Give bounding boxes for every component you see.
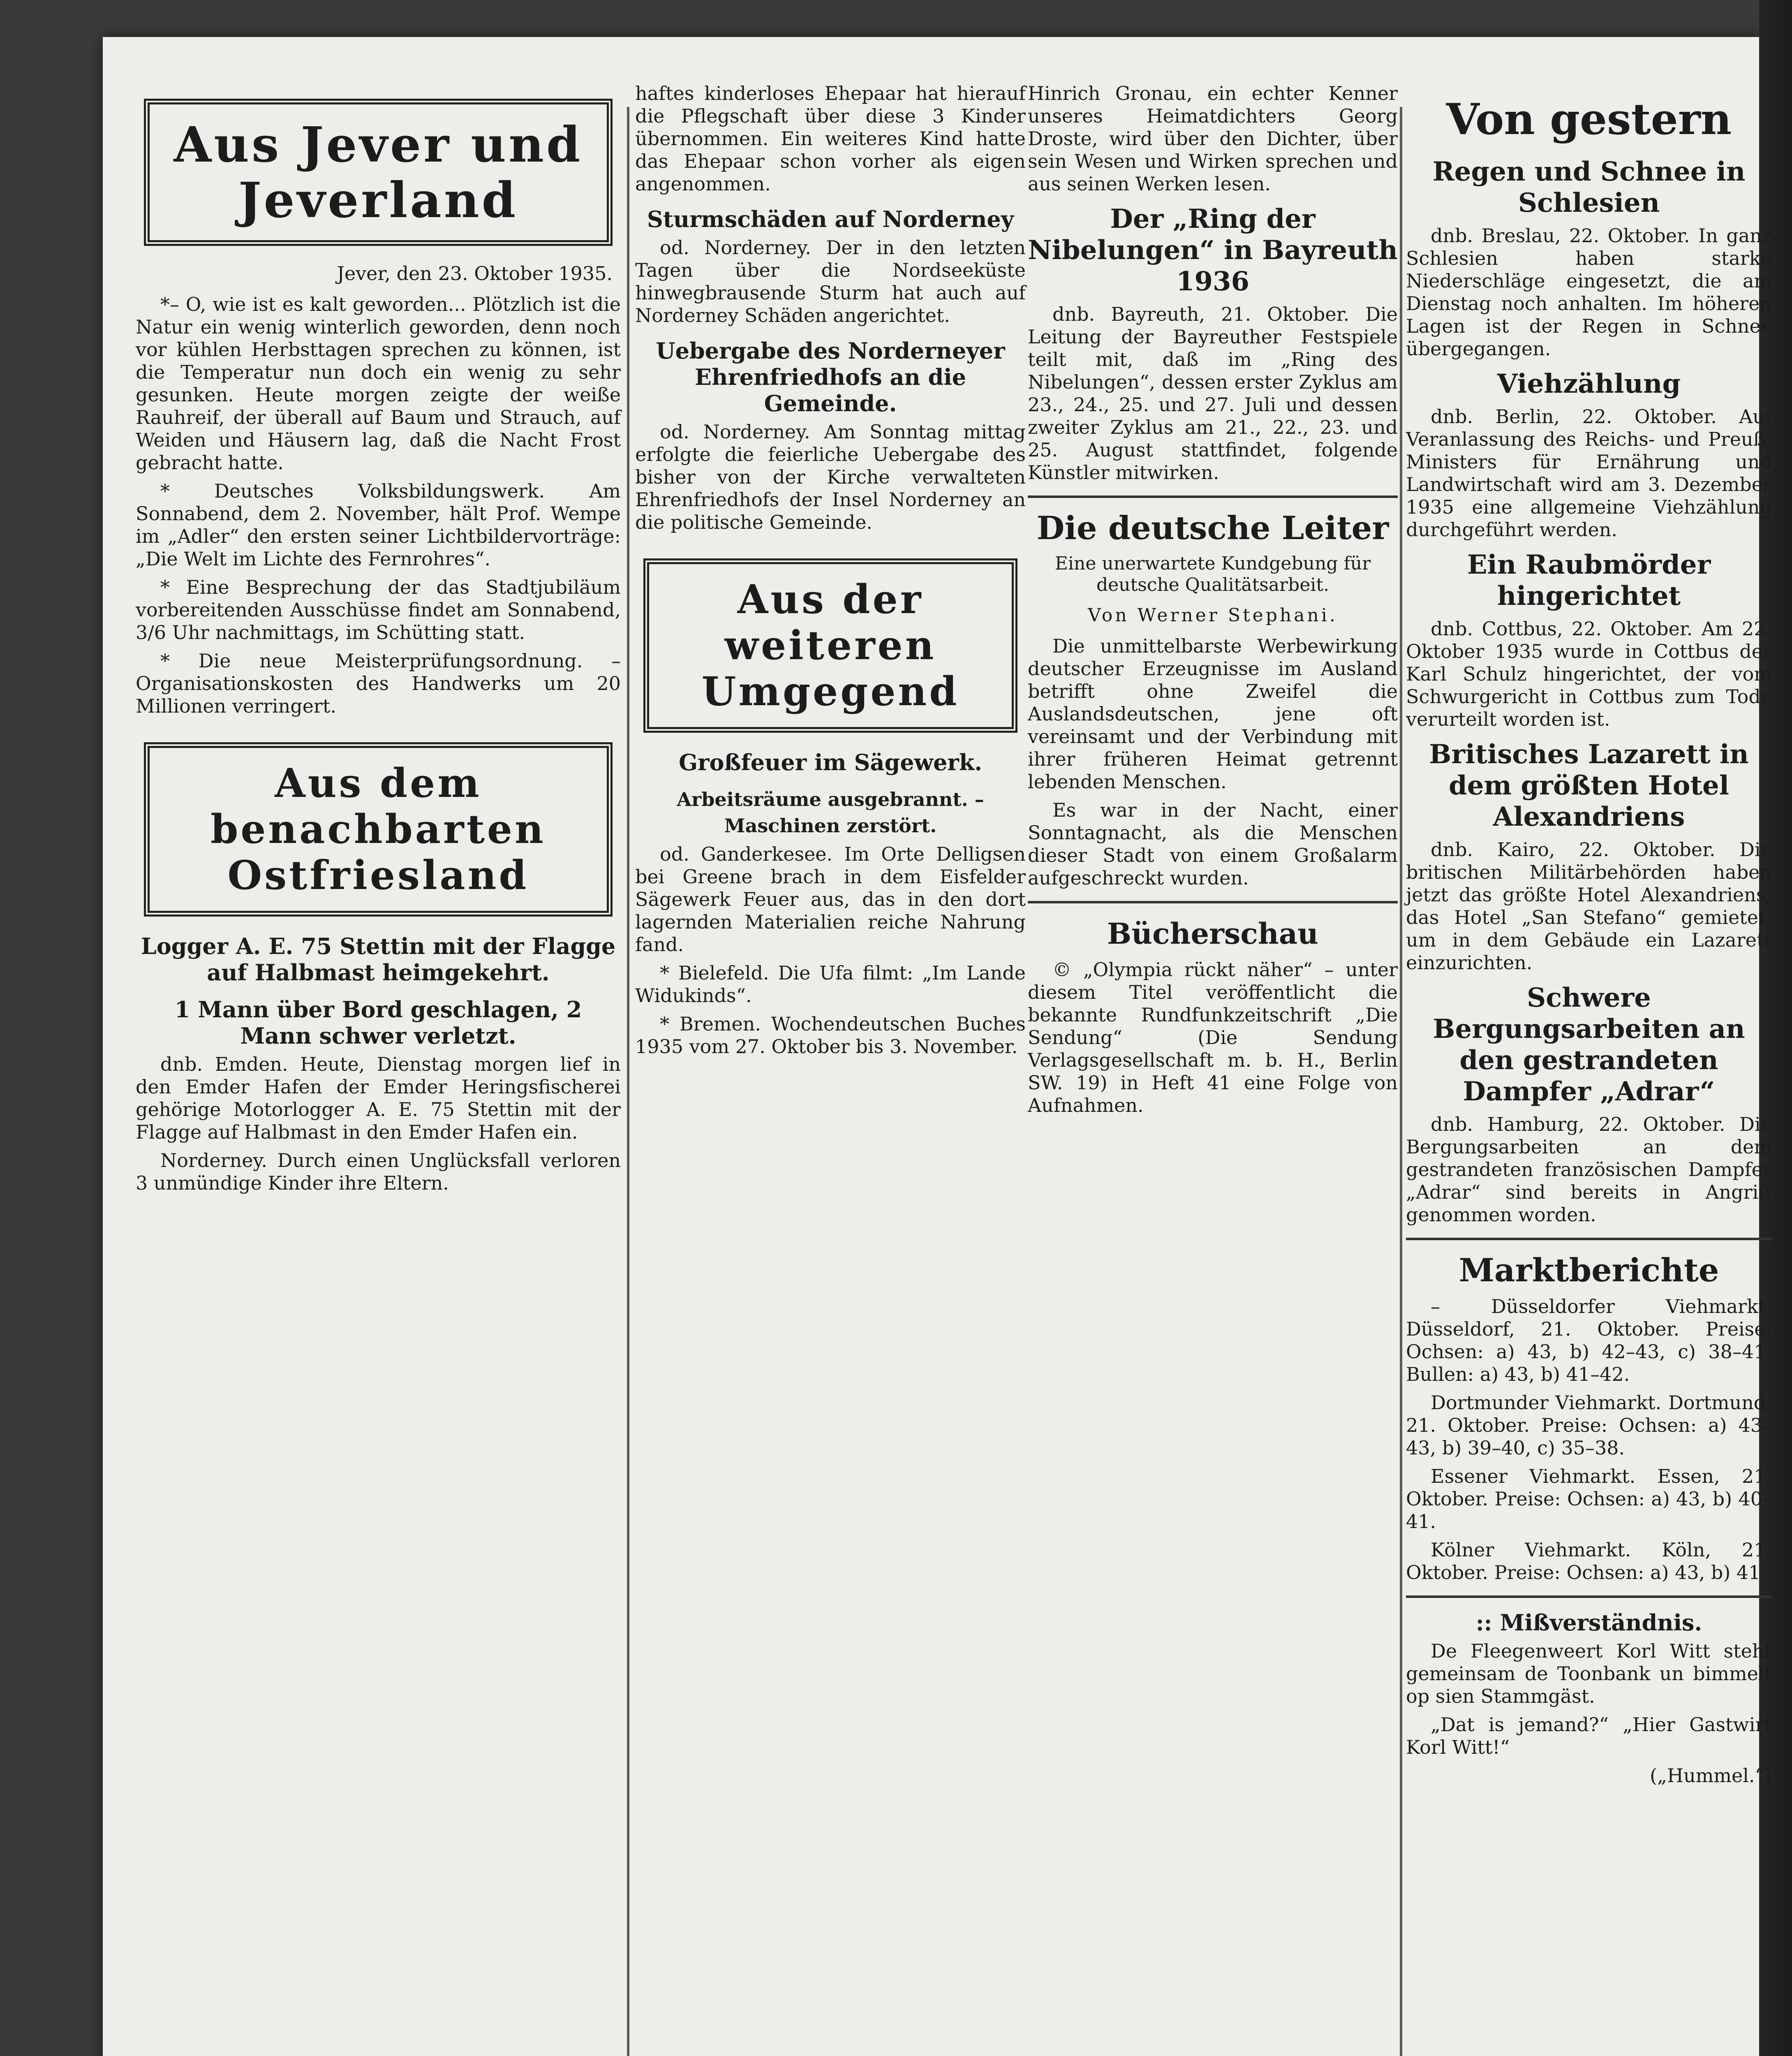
article-paragraph: © „Olympia rückt näher“ – unter diesem Titel veröffentlicht die bekannte Rundfunkzeitschrift „Die Sendung“ (Die Sendung Verlagsgesellschaft m. b. H., Berlin SW. 19) in Heft 41 eine Folge von Aufnahmen.: [1028, 959, 1398, 1116]
separator: [1406, 1238, 1772, 1240]
article-paragraph: Dortmunder Viehmarkt. Dortmund, 21. Oktober. Preise: Ochsen: a) 43–43, b) 39–40, c) 35–38.: [1406, 1392, 1772, 1459]
column-1: [136, 82, 621, 1200]
article-subheadline: Arbeitsräume ausgebrannt. – Maschinen zerstört.: [677, 788, 984, 837]
section-heading-von-gestern: Von gestern: [1446, 94, 1732, 144]
article-headline: Logger A. E. 75 Stettin mit der Flagge auf Halbmast heimgekehrt.: [141, 933, 616, 986]
article-paragraph: dnb. Cottbus, 22. Oktober. Am 22. Oktober 1935 wurde in Cottbus der Karl Schulz hingerichtet, der vom Schwurgericht in Cottbus zum Tode verurteilt worden ist.: [1406, 618, 1772, 730]
article-headline: Britisches Lazarett in dem größten Hotel Alexandriens: [1429, 739, 1749, 832]
article-headline: Ein Raubmörder hingerichtet: [1467, 549, 1711, 611]
article-paragraph: od. Ganderkesee. Im Orte Delligsen bei Greene brach in dem Eisfelder Sägewerk Feuer aus, das in den dort lagernden Materialien reiche Nahrung fand.: [635, 843, 1026, 956]
column-rule: [627, 107, 629, 2056]
column-4: [1406, 82, 1772, 1787]
article-paragraph: od. Norderney. Der in den letzten Tagen über die Nordseeküste hinwegbrausende Sturm hat auch auf Norderney Schäden angerichtet.: [635, 236, 1026, 326]
article-paragraph: Essener Viehmarkt. Essen, 21. Oktober. Preise: Ochsen: a) 43, b) 40–41.: [1406, 1465, 1772, 1533]
article-paragraph: * Eine Besprechung der das Stadtjubiläum vorbereitenden Ausschüsse findet am Sonnabend, 3/6 Uhr nachmittags, im Schütting statt.: [136, 576, 621, 644]
article-headline: :: Mißverständnis.: [1475, 1609, 1702, 1636]
article-paragraph: dnb. Emden. Heute, Dienstag morgen lief in den Emder Hafen der Emder Heringsfischerei gehörige Motorlogger A. E. 75 Stettin mit der Flagge auf Halbmast in den Emder Hafen ein.: [136, 1053, 621, 1143]
article-paragraph: dnb. Kairo, 22. Oktober. Die britischen Militärbehörden haben jetzt das größte Hotel Alexandriens, das Hotel „San Stefano“ gemietet, um in dem Gebäude ein Lazarett einzurichten.: [1406, 838, 1772, 974]
section-heading-umgegend: Aus der weiteren Umgegend: [643, 558, 1017, 733]
article-paragraph: Hinrich Gronau, ein echter Kenner unseres Heimatdichters Georg Droste, wird über den Dichter, über sein Wesen und Wirken sprechen und aus seinen Werken lesen.: [1028, 82, 1398, 195]
article-paragraph: Es war in der Nacht, einer Sonntagnacht, als die Menschen dieser Stadt von einem Großalarm aufgeschreckt wurden.: [1028, 799, 1398, 889]
article-paragraph: Norderney. Durch einen Unglücksfall verloren 3 unmündige Kinder ihre Eltern.: [136, 1149, 621, 1194]
column-rule: [1400, 107, 1402, 2056]
separator: [1028, 495, 1398, 498]
article-headline: Großfeuer im Sägewerk.: [678, 749, 983, 776]
article-headline: Sturmschäden auf Norderney: [647, 206, 1014, 232]
article-paragraph: Die unmittelbarste Werbewirkung deutscher Erzeugnisse im Ausland betrifft ohne Zweifel die Auslandsdeutschen, jene oft vereinsamt und der Verbindung mit ihrer früheren Heimat getrennt lebenden Menschen.: [1028, 635, 1398, 793]
article-byline: Von Werner Stephani.: [1088, 605, 1338, 626]
article-paragraph: De Fleegenweert Korl Witt steht gemeinsam de Toonbank un bimmelt op sien Stammgäst.: [1406, 1640, 1772, 1707]
article-paragraph: haftes kinderloses Ehepaar hat hierauf die Pflegschaft über diese 3 Kinder übernommen. Ein weiteres Kind hatte das Ehepaar schon vorher als eigen angenommen.: [635, 82, 1026, 195]
section-heading-jever: Aus Jever und Jeverland: [144, 99, 613, 246]
section-heading-marktberichte: Marktberichte: [1459, 1252, 1719, 1289]
section-heading-buecherschau: Bücherschau: [1107, 917, 1319, 951]
article-paragraph: * Die neue Meisterprüfungsordnung. – Organisationskosten des Handwerks um 20 Millionen verringert.: [136, 650, 621, 717]
article-paragraph: – Düsseldorfer Viehmarkt. Düsseldorf, 21. Oktober. Preise: Ochsen: a) 43, b) 42–43, c) 38–41. Bullen: a) 43, b) 41–42.: [1406, 1295, 1772, 1385]
article-subheadline: 1 Mann über Bord geschlagen, 2 Mann schwer verletzt.: [174, 996, 582, 1049]
separator: [1406, 1595, 1772, 1598]
article-headline: Uebergabe des Norderneyer Ehrenfriedhofs an die Gemeinde.: [656, 338, 1005, 417]
article-headline: Der „Ring der Nibelungen“ in Bayreuth 1936: [1028, 204, 1398, 297]
article-paragraph: dnb. Breslau, 22. Oktober. In ganz Schlesien haben starke Niederschläge eingesetzt, die am Dienstag noch anhalten. Im höheren Lagen ist der Regen in Schnee übergegangen.: [1406, 225, 1772, 360]
article-paragraph: Kölner Viehmarkt. Köln, 21. Oktober. Preise: Ochsen: a) 43, b) 41.: [1406, 1539, 1772, 1584]
article-paragraph: dnb. Berlin, 22. Oktober. Auf Veranlassung des Reichs- und Preuß. Ministers für Ernährung und Landwirtschaft wird am 3. Dezember 1935 eine allgemeine Viehzählung durchgeführt werden.: [1406, 405, 1772, 541]
article-signature: („Hummel.“): [1650, 1764, 1772, 1787]
article-subheadline: Eine unerwartete Kundgebung für deutsche Qualitätsarbeit.: [1054, 553, 1371, 595]
dateline: Jever, den 23. Oktober 1935.: [337, 262, 613, 285]
column-2: [635, 82, 1026, 1064]
article-headline: Viehzählung: [1497, 368, 1681, 399]
article-paragraph: dnb. Hamburg, 22. Oktober. Die Bergungsarbeiten an dem gestrandeten französischen Dampfer „Adrar“ sind bereits in Angriff genommen worden.: [1406, 1113, 1772, 1226]
article-paragraph: * Deutsches Volksbildungswerk. Am Sonnabend, dem 2. November, hält Prof. Wempe im „Adler“ den ersten seiner Lichtbildervorträge: „Die Welt im Lichte des Fernrohres“.: [136, 480, 621, 570]
section-heading-ostfriesland: Aus dem benachbarten Ostfriesland: [144, 742, 613, 917]
article-headline: Schwere Bergungsarbeiten an den gestrandeten Dampfer „Adrar“: [1433, 982, 1745, 1107]
article-paragraph: dnb. Bayreuth, 21. Oktober. Die Leitung der Bayreuther Festspiele teilt mit, daß im „Ring des Nibelungen“, dessen erster Zyklus am 23., 24., 25. und 27. Juli und dessen zweiter Zyklus am 21., 22., 23. und 25. August stattfindet, folgende Künstler mitwirken.: [1028, 303, 1398, 484]
column-3: [1028, 82, 1398, 1123]
article-headline: Die deutsche Leiter: [1036, 509, 1389, 547]
article-headline: Regen und Schnee in Schlesien: [1432, 156, 1746, 218]
article-paragraph: * Bielefeld. Die Ufa filmt: „Im Lande Widukinds“.: [635, 962, 1026, 1007]
article-paragraph: „Dat is jemand?“ „Hier Gastwirt Korl Witt!“: [1406, 1713, 1772, 1758]
article-paragraph: * Bremen. Wochendeutschen Buches 1935 vom 27. Oktober bis 3. November.: [635, 1013, 1026, 1058]
article-paragraph: od. Norderney. Am Sonntag mittag erfolgte die feierliche Uebergabe des bisher von der Kirche verwalteten Ehrenfriedhofs der Insel Norderney an die politische Gemeinde.: [635, 421, 1026, 533]
article-paragraph: *– O, wie ist es kalt geworden... Plötzlich ist die Natur ein wenig winterlich geworden, denn noch vor kühlen Herbsttagen sprechen zu können, ist die Temperatur nun doch ein wenig zu sehr gesunken. Heute morgen zeigte der weiße Rauhreif, der überall auf Baum und Strauch, auf Weiden und Häusern lag, daß die Nacht Frost gebracht hatte.: [136, 293, 621, 474]
separator: [1028, 901, 1398, 903]
